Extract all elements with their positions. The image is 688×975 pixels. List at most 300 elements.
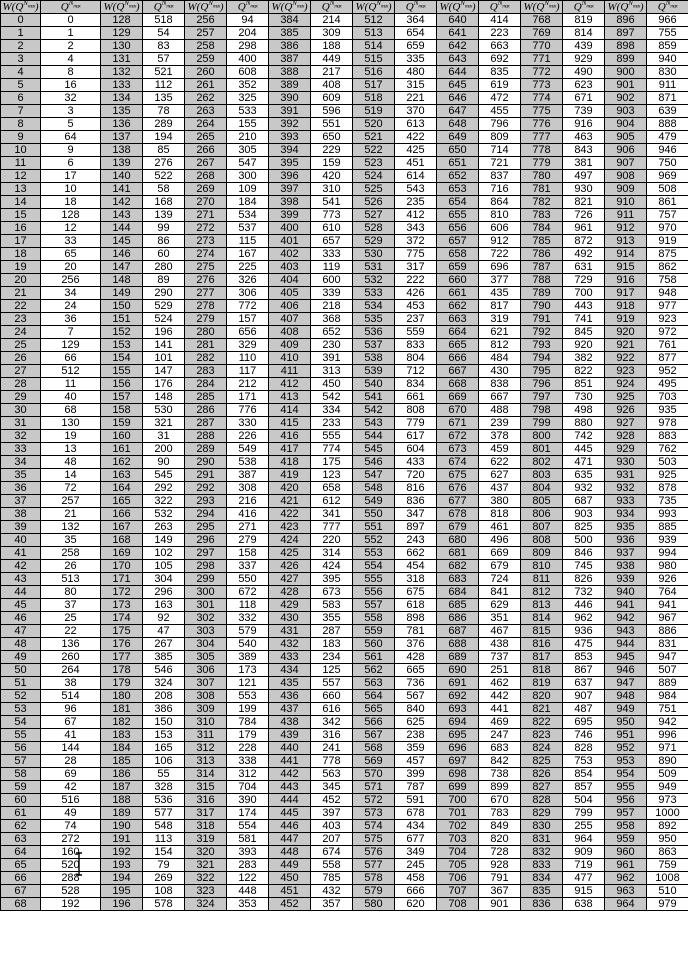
q-value-cell: 263: [143, 521, 185, 534]
q-value-cell: 338: [227, 755, 269, 768]
q-value-cell: 966: [647, 14, 688, 27]
q-value-cell: 314: [311, 547, 353, 560]
q-value-cell: 32: [41, 92, 101, 105]
w-index-cell: 963: [605, 885, 647, 898]
w-index-cell: 447: [269, 833, 311, 846]
w-index-cell: 674: [437, 456, 479, 469]
w-index-cell: 533: [353, 287, 395, 300]
q-value-cell: 207: [311, 833, 353, 846]
q-value-cell: 548: [143, 820, 185, 833]
w-index-cell: 138: [101, 144, 143, 157]
w-index-cell: 451: [269, 885, 311, 898]
q-value-cell: 85: [143, 144, 185, 157]
w-index-cell: 171: [101, 573, 143, 586]
q-value-cell: 21: [41, 508, 101, 521]
q-value-cell: 64: [41, 131, 101, 144]
q-value-cell: 316: [311, 729, 353, 742]
w-index-cell: 7: [1, 105, 41, 118]
w-index-cell: 288: [185, 430, 227, 443]
q-value-cell: 663: [479, 40, 521, 53]
q-value-cell: 422: [395, 131, 437, 144]
q-value-cell: 304: [143, 573, 185, 586]
q-value-cell: 183: [311, 638, 353, 651]
w-index-cell: 158: [101, 404, 143, 417]
w-index-cell: 919: [605, 313, 647, 326]
q-value-cell: 290: [143, 287, 185, 300]
q-value-cell: 454: [395, 560, 437, 573]
q-value-cell: 376: [395, 638, 437, 651]
q-value-cell: 319: [479, 313, 521, 326]
q-value-cell: 846: [563, 547, 605, 560]
w-index-cell: 165: [101, 495, 143, 508]
w-index-cell: 778: [521, 144, 563, 157]
q-value-cell: 196: [143, 326, 185, 339]
q-value-cell: 928: [479, 859, 521, 872]
w-index-cell: 777: [521, 131, 563, 144]
w-index-cell: 177: [101, 651, 143, 664]
q-value-cell: 761: [647, 339, 688, 352]
q-value-cell: 700: [563, 287, 605, 300]
w-index-cell: 947: [605, 677, 647, 690]
w-index-cell: 647: [437, 105, 479, 118]
w-index-cell: 430: [269, 612, 311, 625]
q-value-cell: 68: [41, 404, 101, 417]
q-value-cell: 875: [647, 248, 688, 261]
w-index-cell: 802: [521, 456, 563, 469]
q-value-cell: 108: [143, 885, 185, 898]
q-value-cell: 978: [647, 417, 688, 430]
w-index-cell: 13: [1, 183, 41, 196]
w-index-cell: 412: [269, 378, 311, 391]
q-value-cell: 484: [479, 352, 521, 365]
w-index-cell: 902: [605, 92, 647, 105]
q-value-cell: 449: [311, 53, 353, 66]
w-index-cell: 801: [521, 443, 563, 456]
w-index-cell: 668: [437, 378, 479, 391]
w-index-cell: 50: [1, 664, 41, 677]
q-value-cell: 18: [41, 196, 101, 209]
w-index-cell: 833: [521, 859, 563, 872]
w-index-cell: 179: [101, 677, 143, 690]
q-value-cell: 49: [41, 807, 101, 820]
w-index-cell: 519: [353, 105, 395, 118]
w-index-cell: 580: [353, 898, 395, 911]
table-row: [1, 664, 688, 677]
w-index-cell: 645: [437, 79, 479, 92]
w-index-cell: 558: [353, 612, 395, 625]
w-index-cell: 161: [101, 443, 143, 456]
w-index-cell: 291: [185, 469, 227, 482]
w-index-cell: 289: [185, 443, 227, 456]
q-value-cell: 119: [311, 261, 353, 274]
w-index-cell: 914: [605, 248, 647, 261]
q-value-cell: 200: [143, 443, 185, 456]
q-value-cell: 533: [227, 105, 269, 118]
w-index-cell: 924: [605, 378, 647, 391]
w-index-cell: 796: [521, 378, 563, 391]
w-index-cell: 402: [269, 248, 311, 261]
q-value-cell: 26: [41, 560, 101, 573]
w-index-cell: 677: [437, 495, 479, 508]
w-index-cell: 429: [269, 599, 311, 612]
q-value-cell: 435: [479, 287, 521, 300]
w-index-cell: 555: [353, 573, 395, 586]
w-index-cell: 701: [437, 807, 479, 820]
table-row: [1, 794, 688, 807]
q-value-cell: 886: [647, 625, 688, 638]
w-index-cell: 400: [269, 222, 311, 235]
w-index-cell: 313: [185, 755, 227, 768]
w-index-cell: 815: [521, 625, 563, 638]
q-value-cell: 947: [647, 651, 688, 664]
q-value-cell: 537: [227, 222, 269, 235]
w-index-cell: 51: [1, 677, 41, 690]
q-value-cell: 885: [647, 521, 688, 534]
w-index-cell: 800: [521, 430, 563, 443]
table-row: [1, 612, 688, 625]
q-value-cell: 969: [647, 170, 688, 183]
w-index-cell: 310: [185, 716, 227, 729]
q-value-cell: 606: [479, 222, 521, 235]
q-value-cell: 618: [395, 599, 437, 612]
w-index-cell: 655: [437, 209, 479, 222]
w-index-cell: 520: [353, 118, 395, 131]
q-value-cell: 929: [563, 53, 605, 66]
w-index-cell: 769: [521, 27, 563, 40]
w-index-cell: 569: [353, 755, 395, 768]
q-value-cell: 184: [227, 196, 269, 209]
q-value-cell: 149: [143, 534, 185, 547]
q-value-cell: 148: [143, 391, 185, 404]
w-index-cell: 962: [605, 872, 647, 885]
table-row: [1, 248, 688, 261]
q-value-cell: 912: [479, 235, 521, 248]
w-index-cell: 793: [521, 339, 563, 352]
q-value-cell: 753: [563, 755, 605, 768]
w-index-cell: 20: [1, 274, 41, 287]
w-index-cell: 394: [269, 144, 311, 157]
q-value-cell: 777: [311, 521, 353, 534]
w-index-cell: 782: [521, 196, 563, 209]
q-value-cell: 208: [143, 690, 185, 703]
q-value-cell: 903: [563, 508, 605, 521]
q-value-cell: 546: [143, 664, 185, 677]
q-value-cell: 926: [647, 573, 688, 586]
q-value-cell: 38: [41, 677, 101, 690]
table-row: [1, 846, 688, 859]
table-row: [1, 456, 688, 469]
w-index-cell: 952: [605, 742, 647, 755]
w-index-cell: 573: [353, 807, 395, 820]
q-value-cell: 475: [563, 638, 605, 651]
q-value-cell: 99: [143, 222, 185, 235]
w-index-cell: 176: [101, 638, 143, 651]
q-value-cell: 160: [41, 846, 101, 859]
w-index-cell: 641: [437, 27, 479, 40]
q-value-cell: 849: [479, 820, 521, 833]
w-index-cell: 44: [1, 586, 41, 599]
w-index-cell: 40: [1, 534, 41, 547]
w-index-cell: 516: [353, 66, 395, 79]
w-index-cell: 175: [101, 625, 143, 638]
q-value-cell: 424: [311, 560, 353, 573]
w-index-cell: 775: [521, 105, 563, 118]
q-value-cell: 977: [647, 300, 688, 313]
w-index-cell: 704: [437, 846, 479, 859]
w-index-cell: 829: [521, 807, 563, 820]
q-value-cell: 878: [647, 482, 688, 495]
w-index-cell: 826: [521, 768, 563, 781]
q-value-cell: 4: [41, 53, 101, 66]
table-body: [1, 14, 688, 911]
q-value-cell: 864: [479, 196, 521, 209]
w-index-cell: 22: [1, 300, 41, 313]
w-index-cell: 43: [1, 573, 41, 586]
header-row: [1, 1, 688, 14]
w-index-cell: 393: [269, 131, 311, 144]
q-value-cell: 78: [143, 105, 185, 118]
w-index-cell: 910: [605, 196, 647, 209]
q-value-cell: 154: [143, 846, 185, 859]
q-value-cell: 57: [143, 53, 185, 66]
w-index-cell: 267: [185, 157, 227, 170]
q-value-cell: 92: [143, 612, 185, 625]
q-value-cell: 553: [227, 690, 269, 703]
q-value-cell: 292: [143, 482, 185, 495]
w-index-cell: 295: [185, 521, 227, 534]
w-index-cell: 517: [353, 79, 395, 92]
table-row: [1, 313, 688, 326]
q-value-cell: 96: [41, 703, 101, 716]
q-value-cell: 13: [41, 443, 101, 456]
w-index-cell: 934: [605, 508, 647, 521]
w-index-cell: 446: [269, 820, 311, 833]
w-index-cell: 145: [101, 235, 143, 248]
table-row: [1, 690, 688, 703]
q-value-cell: 941: [647, 599, 688, 612]
w-index-cell: 299: [185, 573, 227, 586]
w-index-cell: 899: [605, 53, 647, 66]
q-value-cell: 3: [41, 105, 101, 118]
w-index-cell: 301: [185, 599, 227, 612]
w-index-cell: 694: [437, 716, 479, 729]
table-row: [1, 742, 688, 755]
q-value-cell: 521: [143, 66, 185, 79]
q-value-cell: 408: [311, 79, 353, 92]
table-row: [1, 157, 688, 170]
w-index-cell: 144: [101, 222, 143, 235]
q-value-cell: 128: [41, 209, 101, 222]
q-value-cell: 393: [227, 846, 269, 859]
w-column-header: $W(Q^{N_{max}})$: [101, 1, 143, 14]
q-value-cell: 241: [311, 742, 353, 755]
q-value-cell: 165: [143, 742, 185, 755]
q-value-cell: 122: [227, 872, 269, 885]
table-row: [1, 768, 688, 781]
w-index-cell: 162: [101, 456, 143, 469]
q-value-cell: 94: [227, 14, 269, 27]
w-index-cell: 906: [605, 144, 647, 157]
q-value-cell: 317: [395, 261, 437, 274]
w-index-cell: 174: [101, 612, 143, 625]
q-value-cell: 726: [563, 209, 605, 222]
w-index-cell: 903: [605, 105, 647, 118]
w-index-cell: 946: [605, 664, 647, 677]
w-index-cell: 41: [1, 547, 41, 560]
w-index-cell: 524: [353, 170, 395, 183]
q-value-cell: 351: [479, 612, 521, 625]
w-index-cell: 398: [269, 196, 311, 209]
table-row: [1, 235, 688, 248]
w-index-cell: 132: [101, 66, 143, 79]
w-index-cell: 4: [1, 66, 41, 79]
q-value-cell: 459: [479, 443, 521, 456]
w-index-cell: 941: [605, 599, 647, 612]
w-index-cell: 820: [521, 690, 563, 703]
q-value-cell: 514: [41, 690, 101, 703]
w-index-cell: 303: [185, 625, 227, 638]
w-index-cell: 681: [437, 547, 479, 560]
w-index-cell: 666: [437, 352, 479, 365]
q-value-cell: 353: [227, 898, 269, 911]
w-index-cell: 548: [353, 482, 395, 495]
q-value-cell: 596: [311, 105, 353, 118]
w-index-cell: 572: [353, 794, 395, 807]
q-value-cell: 867: [563, 664, 605, 677]
w-index-cell: 437: [269, 703, 311, 716]
q-value-cell: 480: [395, 66, 437, 79]
w-index-cell: 682: [437, 560, 479, 573]
q-value-cell: 578: [143, 898, 185, 911]
q-value-cell: 817: [479, 300, 521, 313]
w-index-cell: 401: [269, 235, 311, 248]
w-index-cell: 917: [605, 287, 647, 300]
w-index-cell: 24: [1, 326, 41, 339]
w-index-cell: 562: [353, 664, 395, 677]
w-index-cell: 419: [269, 469, 311, 482]
q-value-cell: 300: [227, 170, 269, 183]
w-index-cell: 323: [185, 885, 227, 898]
w-index-cell: 803: [521, 469, 563, 482]
w-index-cell: 955: [605, 781, 647, 794]
table-row: [1, 365, 688, 378]
q-value-cell: 809: [479, 131, 521, 144]
w-index-cell: 181: [101, 703, 143, 716]
w-index-cell: 39: [1, 521, 41, 534]
w-index-cell: 685: [437, 599, 479, 612]
w-index-cell: 441: [269, 755, 311, 768]
w-index-cell: 779: [521, 157, 563, 170]
w-index-cell: 433: [269, 651, 311, 664]
w-column-header: $W(Q^{N_{max}})$: [437, 1, 479, 14]
w-index-cell: 269: [185, 183, 227, 196]
w-index-cell: 410: [269, 352, 311, 365]
q-value-cell: 496: [479, 534, 521, 547]
w-index-cell: 786: [521, 248, 563, 261]
q-value-cell: 840: [395, 703, 437, 716]
q-value-cell: 880: [563, 417, 605, 430]
table-row: [1, 547, 688, 560]
table-row: [1, 27, 688, 40]
w-index-cell: 942: [605, 612, 647, 625]
w-index-cell: 686: [437, 612, 479, 625]
w-index-cell: 160: [101, 430, 143, 443]
w-index-cell: 561: [353, 651, 395, 664]
q-value-cell: 509: [647, 768, 688, 781]
q-value-cell: 728: [479, 846, 521, 859]
w-index-cell: 836: [521, 898, 563, 911]
q-value-cell: 779: [395, 417, 437, 430]
table-row: [1, 859, 688, 872]
q-value-cell: 271: [227, 521, 269, 534]
q-value-cell: 479: [647, 131, 688, 144]
w-index-cell: 541: [353, 391, 395, 404]
w-index-cell: 799: [521, 417, 563, 430]
table-row: [1, 261, 688, 274]
w-index-cell: 949: [605, 703, 647, 716]
q-value-cell: 414: [479, 14, 521, 27]
q-value-cell: 218: [311, 300, 353, 313]
w-index-cell: 129: [101, 27, 143, 40]
w-index-cell: 913: [605, 235, 647, 248]
w-index-cell: 256: [185, 14, 227, 27]
q-value-cell: 619: [479, 79, 521, 92]
q-value-cell: 17: [41, 170, 101, 183]
q-value-cell: 471: [563, 456, 605, 469]
q-value-cell: 141: [143, 339, 185, 352]
w-index-cell: 568: [353, 742, 395, 755]
w-index-cell: 564: [353, 690, 395, 703]
w-index-cell: 404: [269, 274, 311, 287]
q-value-cell: 513: [41, 573, 101, 586]
q-value-cell: 279: [227, 534, 269, 547]
w-column-header: $W(Q^{N_{max}})$: [605, 1, 647, 14]
w-index-cell: 683: [437, 573, 479, 586]
w-index-cell: 324: [185, 898, 227, 911]
q-value-cell: 650: [311, 131, 353, 144]
w-index-cell: 925: [605, 391, 647, 404]
q-value-cell: 326: [227, 274, 269, 287]
q-value-cell: 19: [41, 430, 101, 443]
w-index-cell: 37: [1, 495, 41, 508]
w-index-cell: 29: [1, 391, 41, 404]
w-index-cell: 527: [353, 209, 395, 222]
q-value-cell: 446: [563, 599, 605, 612]
q-value-cell: 973: [647, 794, 688, 807]
q-value-cell: 939: [647, 534, 688, 547]
q-value-cell: 510: [647, 885, 688, 898]
w-index-cell: 409: [269, 339, 311, 352]
table-row: [1, 326, 688, 339]
q-value-cell: 391: [311, 352, 353, 365]
w-index-cell: 47: [1, 625, 41, 638]
w-index-cell: 699: [437, 781, 479, 794]
q-value-cell: 853: [563, 651, 605, 664]
q-column-header: $Q^{N_{max}}$: [647, 1, 688, 14]
q-value-cell: 357: [311, 898, 353, 911]
q-value-cell: 147: [143, 365, 185, 378]
w-index-cell: 3: [1, 53, 41, 66]
w-index-cell: 263: [185, 105, 227, 118]
w-index-cell: 384: [269, 14, 311, 27]
w-index-cell: 195: [101, 885, 143, 898]
w-index-cell: 414: [269, 404, 311, 417]
w-index-cell: 918: [605, 300, 647, 313]
q-value-cell: 656: [227, 326, 269, 339]
q-value-cell: 557: [311, 677, 353, 690]
w-index-cell: 534: [353, 300, 395, 313]
w-index-cell: 531: [353, 261, 395, 274]
